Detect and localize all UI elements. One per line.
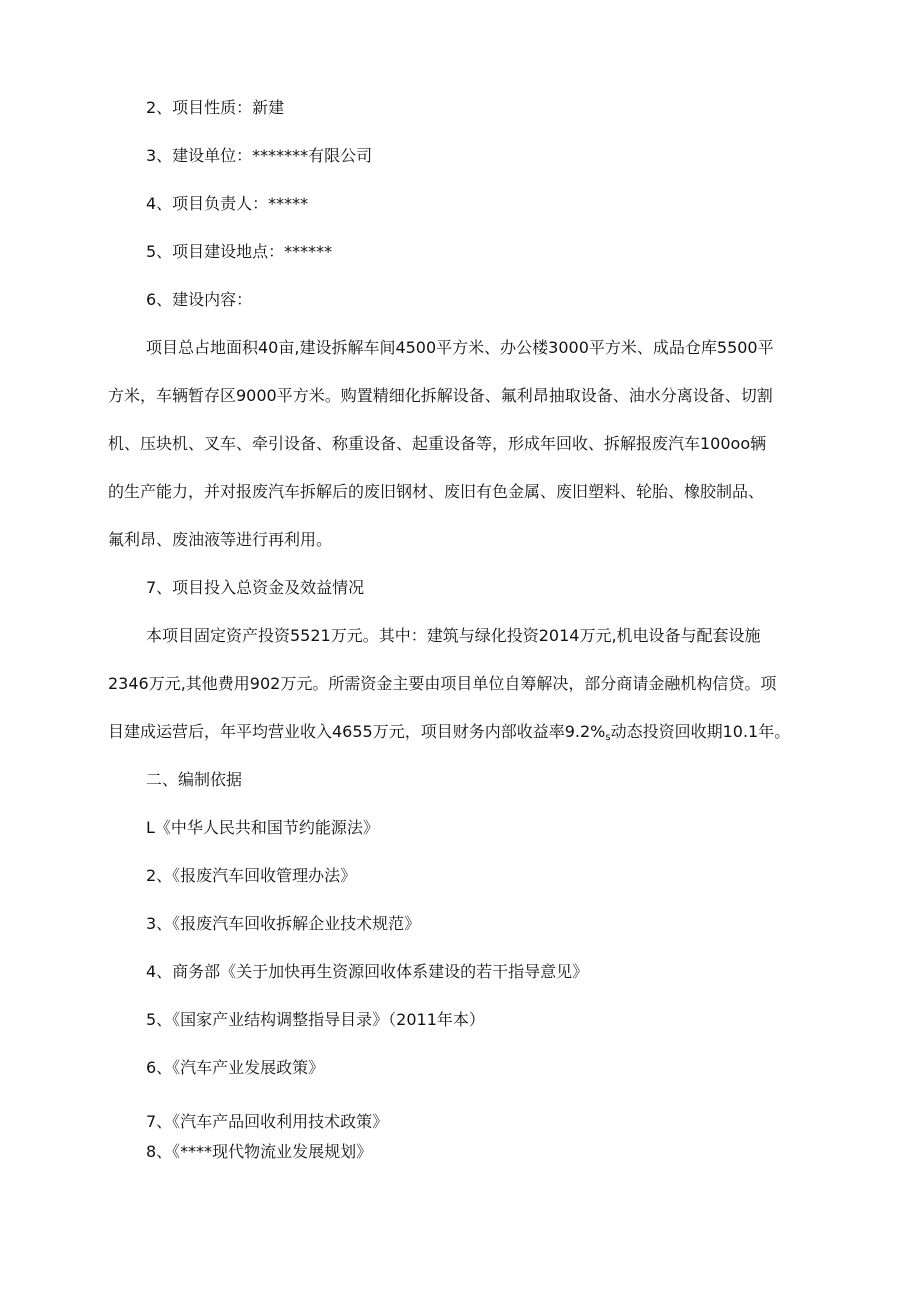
basis-heading: 二、编制依据	[146, 770, 243, 789]
project-nature: 2、项目性质：新建	[146, 98, 285, 117]
basis-item: 2、《报废汽车回收管理办法》	[146, 866, 357, 885]
paragraph-row: 的生产能力，并对报废汽车拆解后的废旧钢材、废旧有色金属、废旧塑料、轮胎、橡胶制品、	[108, 482, 765, 501]
paragraph-row: 方米，车辆暂存区9000平方米。购置精细化拆解设备、氟利昂抽取设备、油水分离设备、切割	[108, 386, 773, 405]
paragraph-row: 2346万元,其他费用902万元。所需资金主要由项目单位自筹解决，部分商请金融机构信贷。项	[108, 674, 777, 693]
subscript-mark: s	[605, 732, 611, 743]
construction-content-paragraph	[108, 324, 808, 564]
basis-item: 6、《汽车产业发展政策》	[146, 1058, 325, 1077]
paragraph-row: 本项目固定资产投资5521万元。其中：建筑与绿化投资2014万元,机电设备与配套设施	[146, 626, 761, 645]
project-leader: 4、项目负责人：*****	[146, 194, 309, 213]
investment-paragraph	[108, 612, 808, 762]
paragraph-row: 项目总占地面积40亩,建设拆解车间4500平方米、办公楼3000平方米、成品仓库5500平	[146, 338, 774, 357]
basis-item: 4、商务部《关于加快再生资源回收体系建设的若干指导意见》	[146, 962, 589, 981]
basis-item: 7、《汽车产品回收利用技术政策》	[146, 1112, 389, 1131]
basis-item: L《中华人民共和国节约能源法》	[146, 818, 379, 837]
basis-item: 3、《报废汽车回收拆解企业技术规范》	[146, 914, 421, 933]
project-location: 5、项目建设地点：******	[146, 242, 333, 261]
paragraph-row: 氟利昂、废油液等进行再利用。	[108, 530, 333, 549]
construction-unit: 3、建设单位：*******有限公司	[146, 146, 373, 165]
paragraph-row-text: 目建成运营后，年平均营业收入4655万元，项目财务内部收益率9.2%	[108, 722, 606, 741]
paragraph-row	[108, 708, 808, 762]
construction-content-heading: 6、建设内容：	[146, 290, 253, 309]
basis-item: 5、《国家产业结构调整指导目录》（2011年本）	[146, 1010, 485, 1029]
paragraph-row: 机、压块机、叉车、牵引设备、称重设备、起重设备等，形成年回收、拆解报废汽车100oo辆	[108, 434, 767, 453]
paragraph-row-text: 动态投资回收期10.1年。	[610, 722, 791, 741]
basis-item: 8、《****现代物流业发展规划》	[146, 1142, 373, 1161]
investment-heading: 7、项目投入总资金及效益情况	[146, 578, 365, 597]
